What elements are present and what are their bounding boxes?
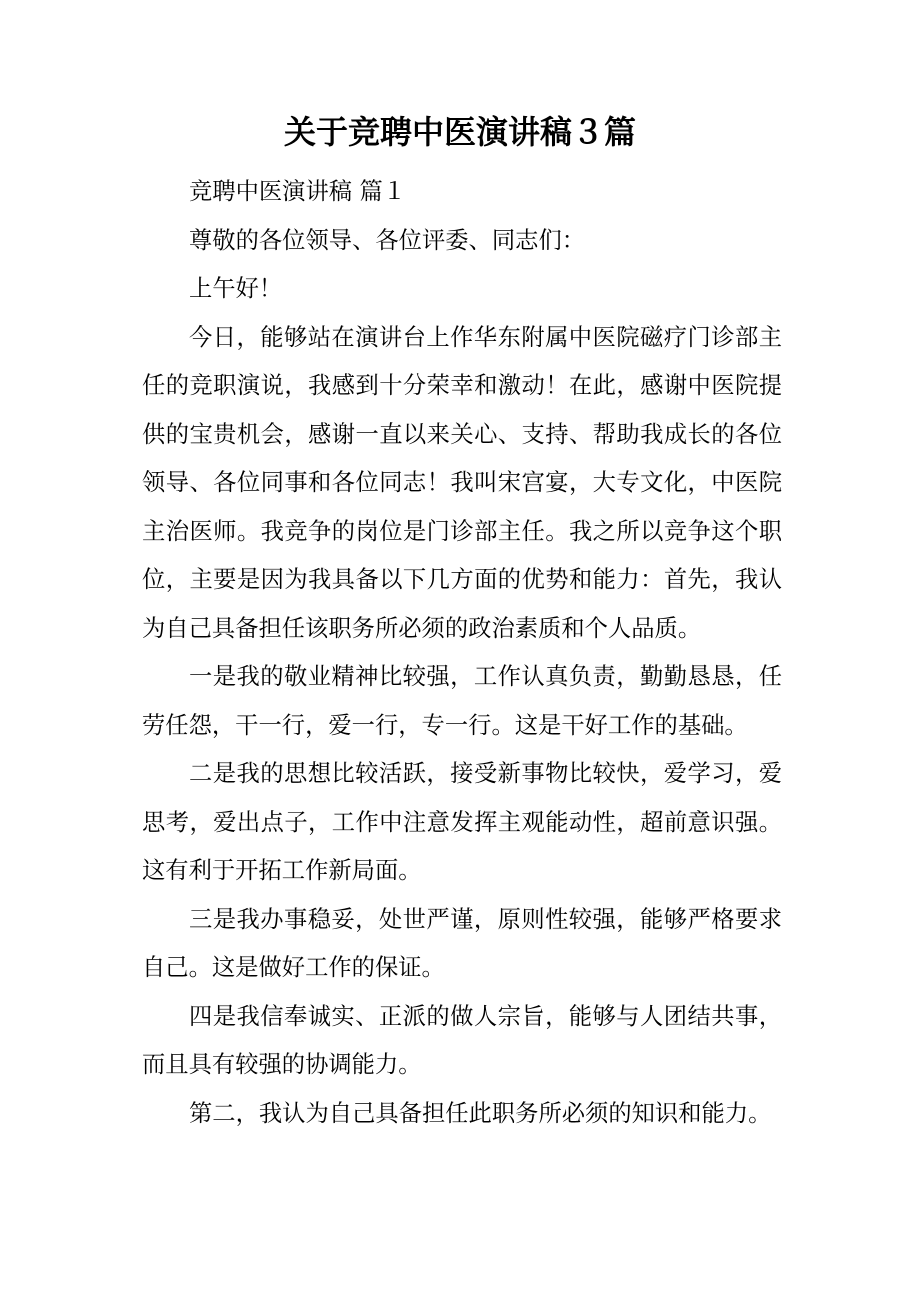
document-body — [142, 168, 782, 1138]
paragraph-point-one: 一是我的敬业精神比较强，工作认真负责，勤勤恳恳，任劳任怨，干一行，爱一行，专一行。这是干好工作的基础。 — [142, 663, 782, 739]
paragraph-point-three: 三是我办事稳妥，处世严谨，原则性较强，能够严格要求自己。这是做好工作的保证。 — [142, 905, 782, 981]
paragraph-point-four: 四是我信奉诚实、正派的做人宗旨，能够与人团结共事，而且具有较强的协调能力。 — [142, 1002, 782, 1078]
section-heading: 竞聘中医演讲稿 篇１ — [189, 178, 407, 205]
paragraph-second-section: 第二，我认为自己具备担任此职务所必须的知识和能力。 — [189, 1099, 772, 1127]
greeting: 上午好！ — [189, 275, 283, 302]
document-title: 关于竞聘中医演讲稿３篇 — [283, 113, 636, 151]
salutation: 尊敬的各位领导、各位评委、同志们： — [189, 226, 586, 254]
paragraph-point-two: 二是我的思想比较活跃，接受新事物比较快，爱学习，爱思考，爱出点子，工作中注意发挥主观能动性，超前意识强。这有利于开拓工作新局面。 — [142, 760, 782, 884]
paragraph-introduction: 今日，能够站在演讲台上作华东附属中医院磁疗门诊部主任的竞职演说，我感到十分荣幸和激动！在此，感谢中医院提供的宝贵机会，感谢一直以来关心、支持、帮助我成长的各位领导、各位同事和各位同志！我叫宋宫宴，大专文化，中医院主治医师。我竞争的岗位是门诊部主任。我之所以竞争这个职位，主要是因为我具备以下几方面的优势和能力：首先，我认为自己具备担任该职务所必须的政治素质和个人品质。 — [142, 323, 782, 642]
